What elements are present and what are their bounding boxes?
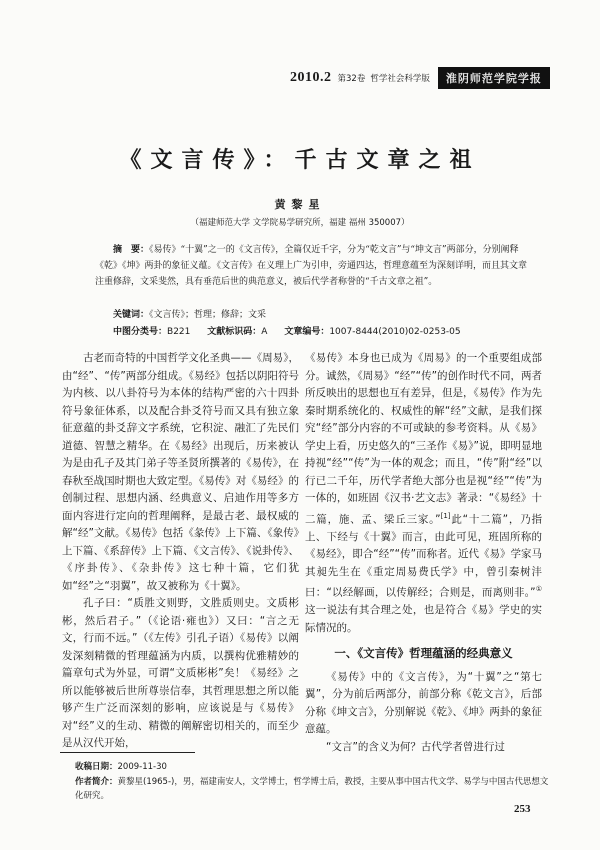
doc-code: A bbox=[261, 327, 268, 337]
classification-line bbox=[113, 324, 475, 337]
body-paragraph: 古老而奇特的中国哲学文化圣典——《周易》，由“经”、“传”两部分组成。《易经》包括以阴阳符号为内核、以八卦符号为本体的结构严密的六十四卦符号象征体系，以及配合卦爻符号而又具有独立象征意蕴的卦爻辞文字系统，它积淀、融汇了先民们道德、智慧之精华。在《易经》出现后，历来被认为是由孔子及其门弟子等圣贤所撰著的《易传》，在春秋至战国时期也大致定型。《易传》对《易经》的创制过程、思想内涵、经典意义、启迪作用等多方面内容进行定向的哲理阐释，是最古老、最权威的解“经”文献。《易传》包括《彖传》上下篇、《象传》上下篇、《系辞传》上下篇、《文言传》、《说卦传》、《序卦传》、《杂卦传》这七种十篇，它们犹如“经”之“羽翼”，故又被称为《十翼》。 bbox=[62, 352, 300, 592]
received-value: 2009-11-30 bbox=[117, 762, 167, 772]
keywords bbox=[113, 307, 266, 320]
body-text: 此“十二篇”，乃指上、下经与《十翼》而言，由此可见，班固所称的《易经》，即合“经”“传”而称者。近代《易》学家马其昶先生在《重定周易费氏学》中，曾引秦树沣曰：“以经解画，以传解经；合则是，而离则非。” bbox=[305, 513, 543, 599]
body-paragraph: 《易传》中的《文言传》，为“十翼”之“第七翼”，分为前后两部分，前部分称《乾文言》，后部分称《坤文言》，分别解说《乾》、《坤》两卦的象征意蕴。 bbox=[305, 670, 542, 735]
footnote-divider bbox=[60, 752, 195, 753]
body-paragraph: “文言”的含义为何？古代学者曾进行过 bbox=[326, 740, 505, 753]
keywords-text: 《文言传》；哲理；修辞；文采 bbox=[149, 310, 267, 320]
doc-code-label: 文献标识码： bbox=[207, 327, 262, 337]
section-heading: 一、《文言传》哲理蕴涵的经典意义 bbox=[334, 646, 513, 660]
clc-label: 中图分类号： bbox=[113, 327, 168, 337]
page-number: 253 bbox=[514, 803, 531, 815]
body-column-left bbox=[62, 350, 299, 753]
volume-number: 第32卷 bbox=[337, 74, 366, 84]
body-text: 这一说法有其合理之处，也是符合《易》学史的实际情况的。 bbox=[305, 604, 542, 634]
received-date bbox=[75, 760, 167, 774]
issue-year: 2010.2 bbox=[290, 70, 332, 85]
author-name: 黄黎星 bbox=[274, 198, 326, 211]
body-column-right bbox=[305, 350, 542, 756]
edition-label: 哲学社会科学版 bbox=[370, 74, 430, 84]
received-label: 收稿日期： bbox=[75, 762, 118, 772]
clc-code: B221 bbox=[167, 327, 191, 337]
article-title: 《文言传》：千古文章之祖 bbox=[119, 148, 481, 173]
journal-header bbox=[290, 68, 590, 88]
body-paragraph: 孔子曰：“质胜文则野，文胜质则史。文质彬彬，然后君子。”（《论语·雍也》）又曰：“言之无文，行而不远。”（《左传》引孔子语）《易传》以阐发深刻精微的哲理蕴涵为内质，以撰构优雅精妙的篇章句式为外显，可谓“文质彬彬”矣！《易经》之所以能够被后世所尊崇信奉，其哲理思想之所以能够产生广泛而深刻的影响，应该说是与《易传》对“经”义的生动、精微的阐解密切相关的，而至少是从汉代开始， bbox=[62, 597, 299, 749]
journal-name-badge: 淮阴师范学院学报 bbox=[438, 67, 550, 89]
bio-label: 作者简介： bbox=[75, 777, 118, 787]
body-paragraph bbox=[305, 350, 542, 637]
keywords-label: 关键词： bbox=[113, 310, 150, 320]
reference-marker[interactable]: [1] bbox=[440, 511, 451, 520]
author-affiliation: （福建师范大学 文学院易学研究所，福建 福州 350007） bbox=[190, 218, 410, 228]
abstract bbox=[95, 242, 527, 290]
author-bio bbox=[75, 775, 555, 803]
footnote-marker[interactable]: ① bbox=[535, 585, 542, 593]
body-text: 《易传》本身也已成为《周易》的一个重要组成部分。诚然，《周易》“经”“传”的创作时代不同，两者所反映出的思想也互有差异，但是，《易传》作为先秦时期系统化的、权威性的解“经”文献，是我们探究“经”部分内容的不可或缺的参考资料。从《易》学史上看，历史悠久的“三圣作《易》”说，即明显地持视“经”“传”为一体的观念；而且，“传”附“经”以行已二千年，历代学者绝大部分也是视“经”“传”为一体的，如班固《汉书·艺文志》著录：“《易经》十二篇，施、孟、梁丘三家。” bbox=[305, 352, 543, 525]
abstract-label: 摘 要： bbox=[113, 245, 150, 255]
bio-text: 黄黎星(1965-)，男，福建南安人，文学博士，哲学博士后，教授，主要从事中国古代文学、易学与中国古代思想文化研究。 bbox=[75, 777, 549, 801]
article-number: 1007-8444(2010)02-0253-05 bbox=[329, 327, 461, 337]
article-number-label: 文章编号： bbox=[284, 327, 330, 337]
abstract-text: 《易传》“十翼”之一的《文言传》，全篇仅近千字，分为“乾文言”与“坤文言”两部分，分别阐释《乾》《坤》两卦的象征义蕴。《文言传》在义理上广为引申，旁通四达，哲理意蕴至为深刻详明，而且其文章注重修辞，文采斐然，具有垂范后世的典范意义，被后代学者称誉的“千古文章之祖”。 bbox=[95, 245, 528, 287]
